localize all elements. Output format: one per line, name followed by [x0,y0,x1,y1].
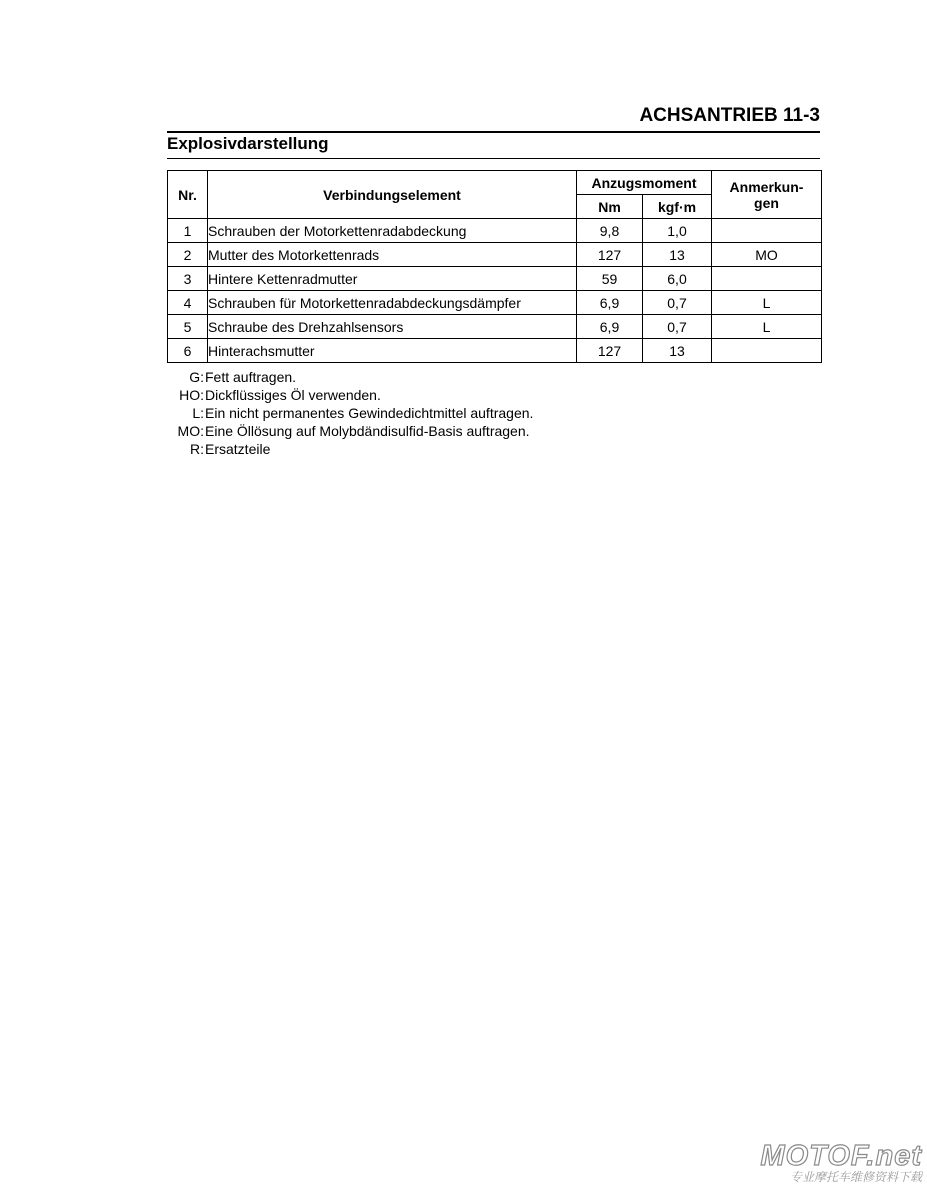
watermark-tagline: 专业摩托车维修资料下载 [789,1170,922,1184]
row-kgfm: 13 [643,243,712,267]
row-notes [712,219,822,243]
header-nm: Nm [577,195,643,219]
row-element: Hinterachsmutter [208,339,577,363]
watermark-logo [757,1140,922,1184]
row-nm: 6,9 [577,291,643,315]
row-element: Schrauben für Motorkettenradabdeckungsdämpfer [208,291,577,315]
row-nr: 4 [168,291,208,315]
watermark-logo-text: MOTOF.net [760,1140,922,1172]
row-nm: 6,9 [577,315,643,339]
legend-key: L: [192,405,204,421]
row-notes: MO [712,243,822,267]
header-notes: Anmerkun- gen [712,171,822,219]
row-nr: 1 [168,219,208,243]
row-notes [712,339,822,363]
table-row [168,339,822,363]
legend-text: Ein nicht permanentes Gewindedichtmittel auftragen. [205,405,534,421]
row-notes: L [712,291,822,315]
table-row [168,243,822,267]
row-nm: 59 [577,267,643,291]
row-nm: 127 [577,243,643,267]
legend-text: Ersatzteile [205,441,271,457]
row-element: Schraube des Drehzahlsensors [208,315,577,339]
row-kgfm: 13 [643,339,712,363]
row-kgfm: 0,7 [643,291,712,315]
page-header-title: ACHSANTRIEB 11-3 [639,105,820,126]
legend-text: Fett auftragen. [205,369,297,385]
row-nr: 3 [168,267,208,291]
legend-key: MO: [177,423,204,439]
header-nr: Nr. [168,171,208,219]
header-torque-group: Anzugsmoment [577,171,712,195]
legend-text: Dickflüssiges Öl verwenden. [205,387,381,403]
legend-text: Eine Öllösung auf Molybdändisulfid-Basis auftragen. [205,423,530,439]
legend-item [167,368,533,386]
legend-key: R: [190,441,204,457]
legend-item [167,422,533,440]
row-kgfm: 6,0 [643,267,712,291]
row-nm: 127 [577,339,643,363]
table-row [168,219,822,243]
row-nm: 9,8 [577,219,643,243]
row-notes [712,267,822,291]
section-rule [167,158,820,159]
legend-key: G: [189,369,204,385]
row-kgfm: 1,0 [643,219,712,243]
legend [167,368,533,458]
row-element: Hintere Kettenradmutter [208,267,577,291]
row-nr: 6 [168,339,208,363]
header-element: Verbindungselement [208,171,577,219]
table-row [168,315,822,339]
header-kgfm: kgf·m [643,195,712,219]
legend-item [167,404,533,422]
row-nr: 5 [168,315,208,339]
row-element: Mutter des Motorkettenrads [208,243,577,267]
row-notes: L [712,315,822,339]
torque-table [167,170,822,363]
legend-key: HO: [179,387,204,403]
row-kgfm: 0,7 [643,315,712,339]
row-element: Schrauben der Motorkettenradabdeckung [208,219,577,243]
table-row [168,291,822,315]
legend-item [167,386,533,404]
legend-item [167,440,533,458]
section-title: Explosivdarstellung [167,134,329,153]
row-nr: 2 [168,243,208,267]
table-row [168,267,822,291]
